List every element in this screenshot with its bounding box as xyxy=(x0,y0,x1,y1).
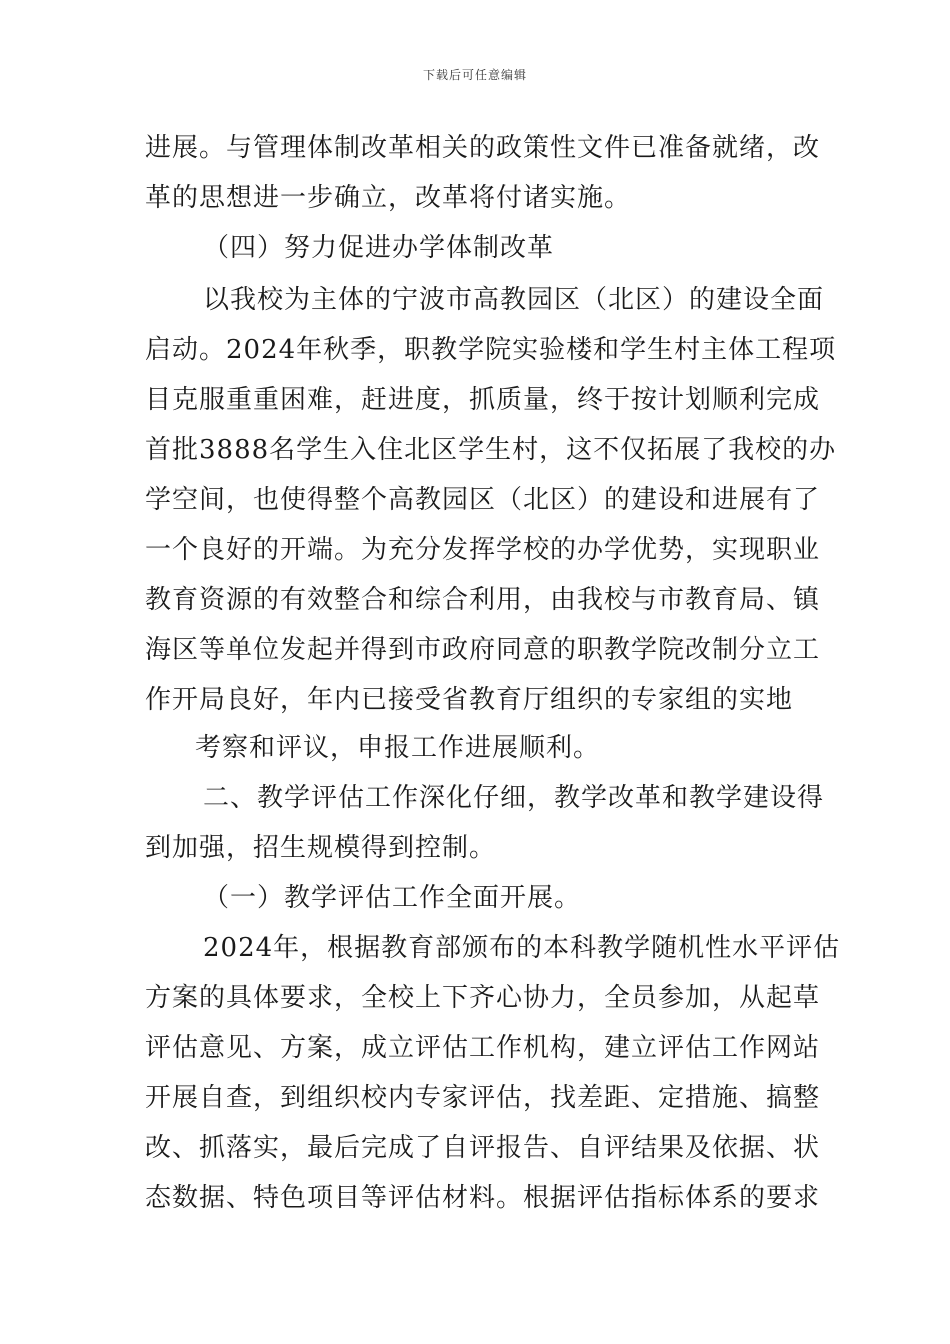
paragraph-line: 态数据、特色项目等评估材料。根据评估指标体系的要求 xyxy=(145,1183,821,1213)
section-heading: 到加强，招生规模得到控制。 xyxy=(145,833,497,863)
paragraph-line: 考察和评议，申报工作进展顺利。 xyxy=(195,733,601,763)
paragraph-line: 评估意见、方案，成立评估工作机构，建立评估工作网站 xyxy=(145,1033,821,1063)
section-heading: （四）努力促进办学体制改革 xyxy=(203,233,555,263)
section-heading: 二、教学评估工作深化仔细，教学改革和教学建设得 xyxy=(203,783,825,813)
paragraph-line: 一个良好的开端。为充分发挥学校的办学优势，实现职业 xyxy=(145,535,821,565)
section-heading: （一）教学评估工作全面开展。 xyxy=(203,883,582,913)
paragraph-line: 教育资源的有效整合和综合利用，由我校与市教育局、镇 xyxy=(145,585,821,615)
paragraph-line: 方案的具体要求，全校上下齐心协力，全员参加，从起草 xyxy=(145,983,821,1013)
paragraph-line: 作开局良好，年内已接受省教育厅组织的专家组的实地 xyxy=(145,685,794,715)
paragraph-line: 革的思想进一步确立，改革将付诸实施。 xyxy=(145,183,632,213)
paragraph-line: 以我校为主体的宁波市高教园区（北区）的建设全面 xyxy=(203,285,825,315)
paragraph-line: 海区等单位发起并得到市政府同意的职教学院改制分立工 xyxy=(145,635,821,665)
paragraph-line: 进展。与管理体制改革相关的政策性文件已准备就绪，改 xyxy=(145,133,821,163)
paragraph-line: 开展自查，到组织校内专家评估，找差距、定措施、搞整 xyxy=(145,1083,821,1113)
paragraph-line: 学空间，也使得整个高教园区（北区）的建设和进展有了 xyxy=(145,485,821,515)
paragraph-line: 首批3888名学生入住北区学生村，这不仅拓展了我校的办 xyxy=(145,435,837,465)
paragraph-line: 启动。2024年秋季，职教学院实验楼和学生村主体工程项 xyxy=(145,335,837,365)
page-header-note: 下载后可任意编辑 xyxy=(422,68,527,82)
paragraph-line: 目克服重重困难，赶进度，抓质量，终于按计划顺利完成 xyxy=(145,385,821,415)
paragraph-line: 2024年，根据教育部颁布的本科教学随机性水平评估 xyxy=(203,933,841,963)
paragraph-line: 改、抓落实，最后完成了自评报告、自评结果及依据、状 xyxy=(145,1133,821,1163)
